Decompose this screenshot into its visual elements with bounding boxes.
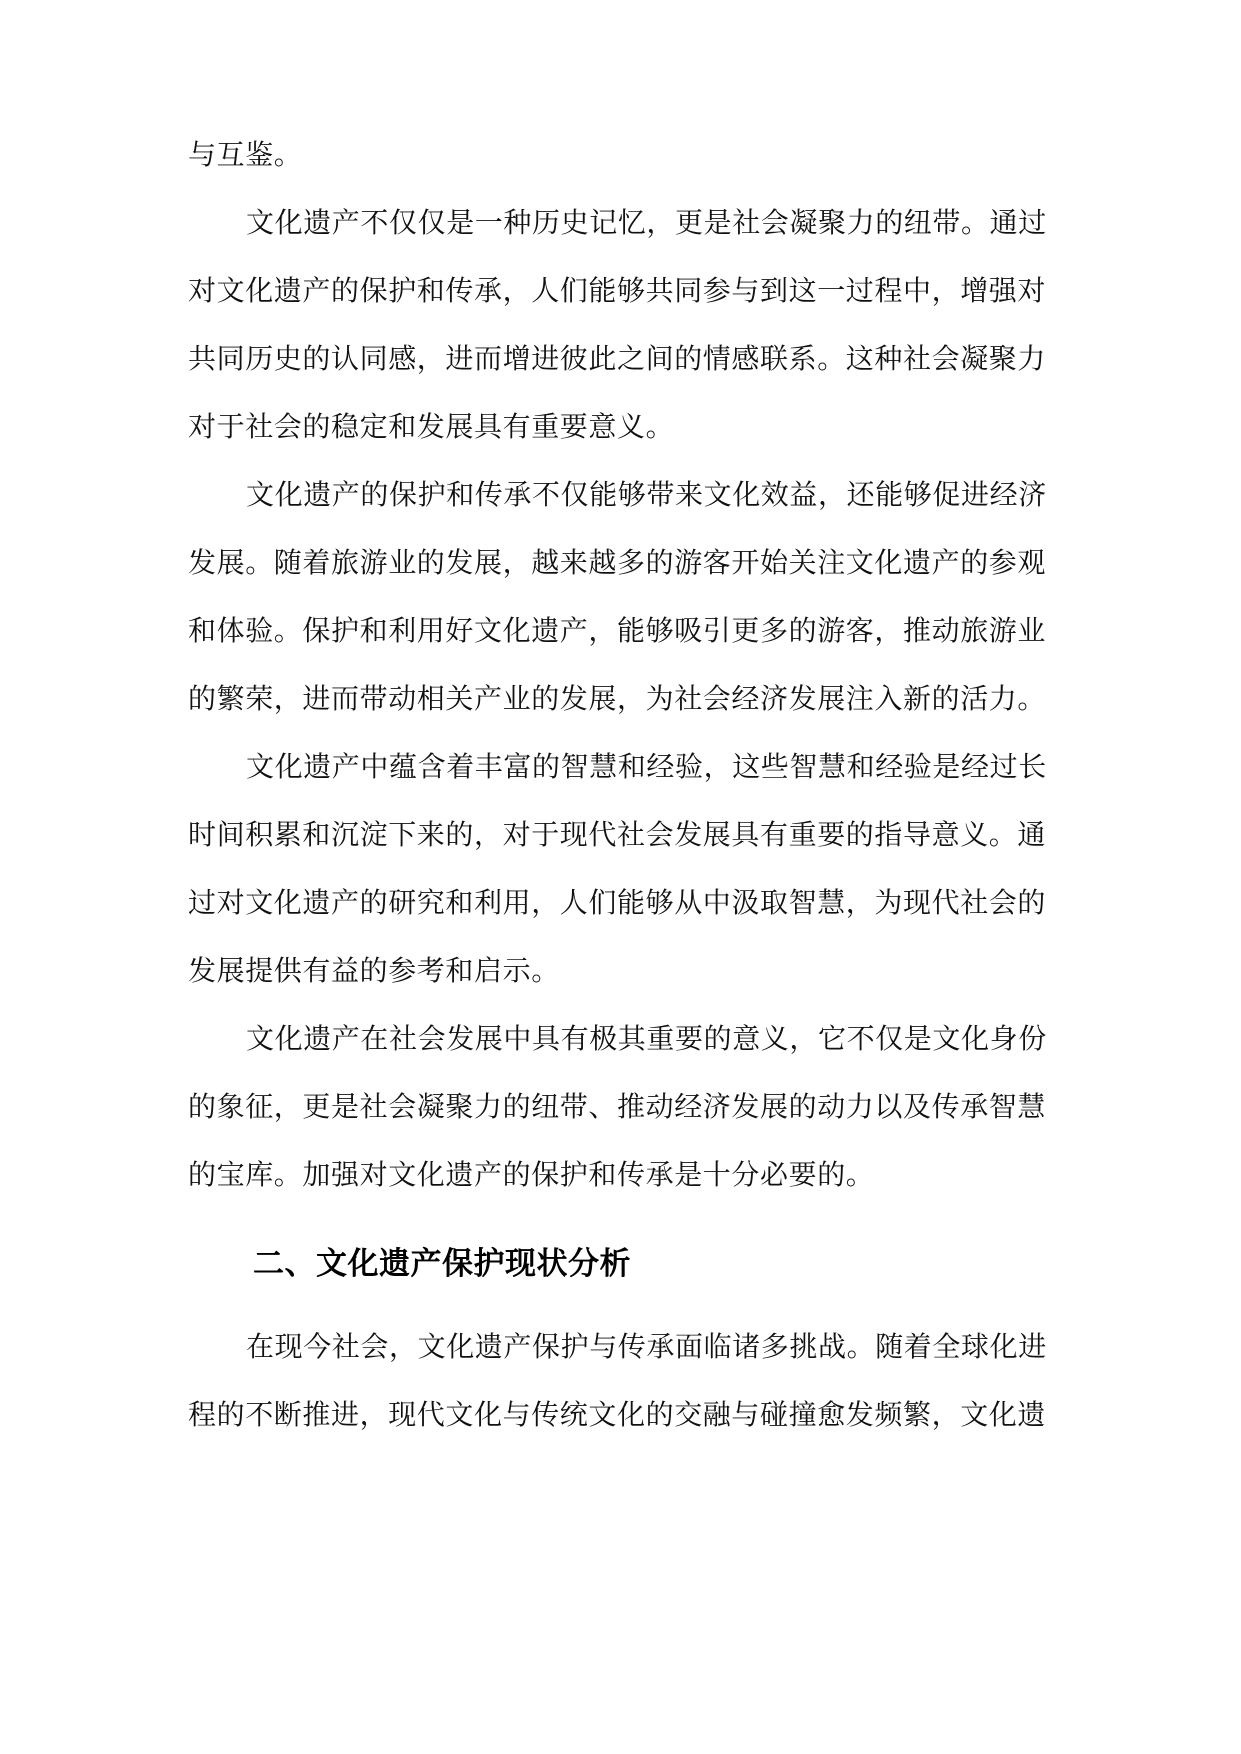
paragraph-line: 在现今社会，文化遗产保护与传承面临诸多挑战。随着全球化进 xyxy=(246,1330,1047,1363)
paragraph-line: 程的不断推进，现代文化与传统文化的交融与碰撞愈发频繁，文化遗 xyxy=(188,1398,1047,1431)
paragraph-line: 与互鉴。 xyxy=(188,138,303,171)
section-heading: 二、文化遗产保护现状分析 xyxy=(253,1246,631,1282)
paragraph-line: 共同历史的认同感，进而增进彼此之间的情感联系。这种社会凝聚力 xyxy=(188,342,1047,375)
paragraph-line: 的象征，更是社会凝聚力的纽带、推动经济发展的动力以及传承智慧 xyxy=(188,1090,1047,1123)
paragraph-line: 对于社会的稳定和发展具有重要意义。 xyxy=(188,410,675,443)
paragraph-line: 和体验。保护和利用好文化遗产，能够吸引更多的游客，推动旅游业 xyxy=(188,614,1047,647)
paragraph-line: 文化遗产中蕴含着丰富的智慧和经验，这些智慧和经验是经过长 xyxy=(246,750,1047,783)
paragraph-line: 文化遗产在社会发展中具有极其重要的意义，它不仅是文化身份 xyxy=(246,1022,1047,1055)
paragraph-line: 的繁荣，进而带动相关产业的发展，为社会经济发展注入新的活力。 xyxy=(188,682,1047,715)
paragraph-line: 发展。随着旅游业的发展，越来越多的游客开始关注文化遗产的参观 xyxy=(188,546,1047,579)
paragraph-line: 文化遗产的保护和传承不仅能够带来文化效益，还能够促进经济 xyxy=(246,478,1047,511)
paragraph-line: 的宝库。加强对文化遗产的保护和传承是十分必要的。 xyxy=(188,1158,875,1191)
paragraph-line: 过对文化遗产的研究和利用，人们能够从中汲取智慧，为现代社会的 xyxy=(188,886,1047,919)
paragraph-line: 发展提供有益的参考和启示。 xyxy=(188,954,560,987)
paragraph-line: 对文化遗产的保护和传承，人们能够共同参与到这一过程中，增强对 xyxy=(188,274,1047,307)
paragraph-line: 时间积累和沉淀下来的，对于现代社会发展具有重要的指导意义。通 xyxy=(188,818,1047,851)
paragraph-line: 文化遗产不仅仅是一种历史记忆，更是社会凝聚力的纽带。通过 xyxy=(246,206,1047,239)
